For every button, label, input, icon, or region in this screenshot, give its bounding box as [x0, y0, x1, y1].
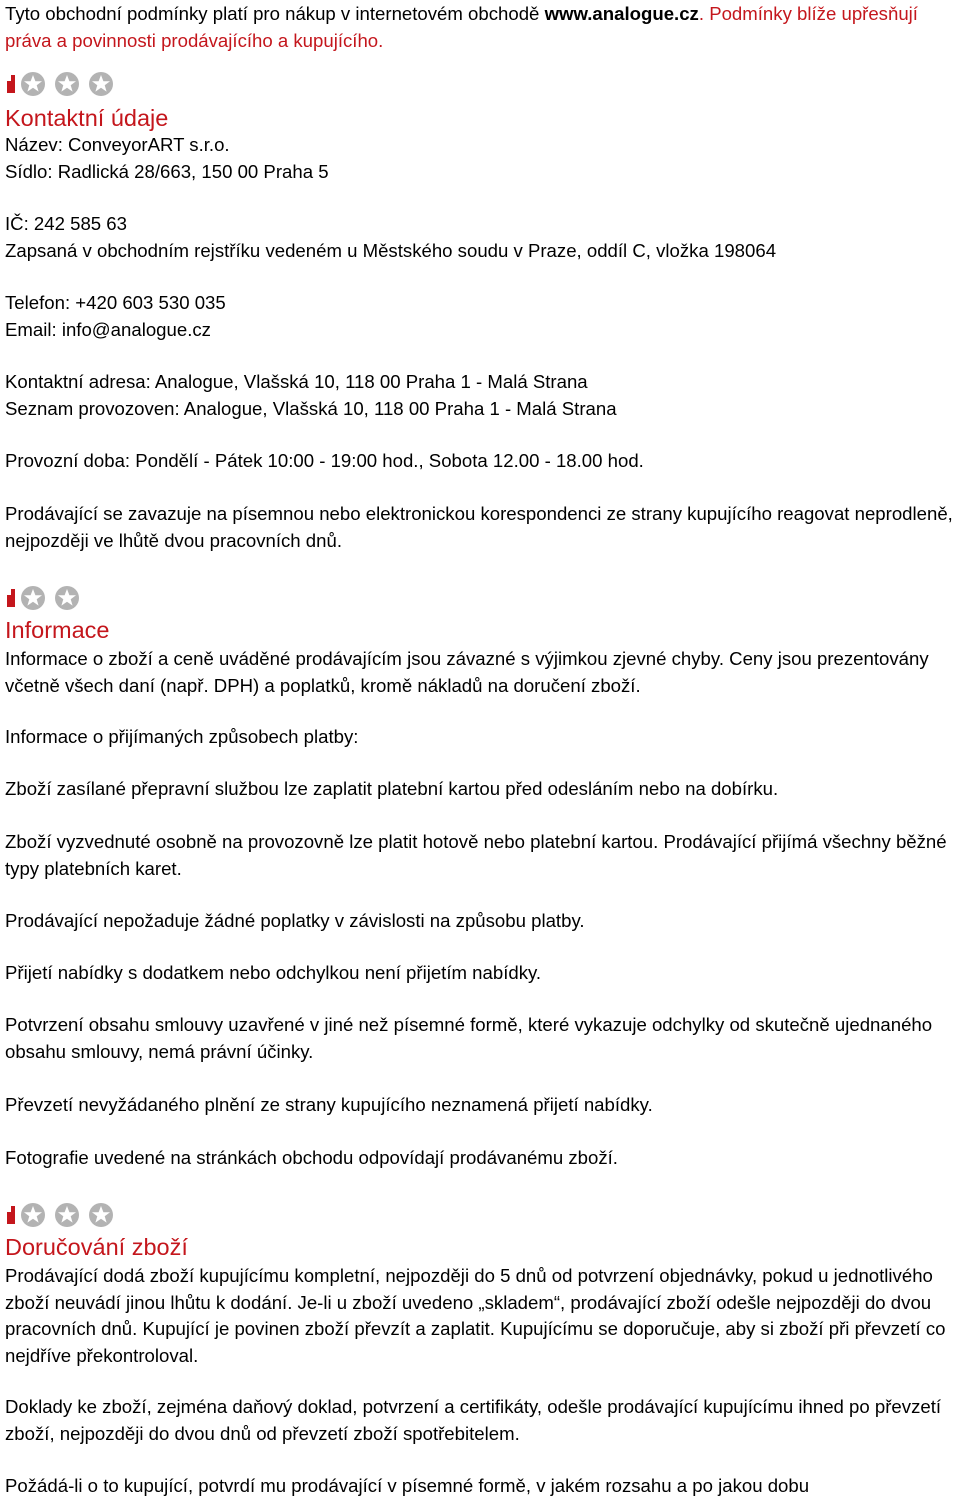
- delivery-paragraph: Prodávající dodá zboží kupujícímu kompletní, nejpozději do 5 dnů od potvrzení objednávky, pokud u jednotlivého zboží neuvádí jinou lhůtu k dodání. Je-li u zboží uvedeno „skladem“, prodávající zboží odešle nejpozději do dvou pracovních dnů. Kupující je povinen zboží převzít a zaplatit. Kupujícímu se doporučuje, aby si zboží při převzetí co nejdříve překontroloval.: [5, 1265, 946, 1366]
- info-paragraph: Převzetí nevyžádaného plnění ze strany kupujícího neznamená přijetí nabídky.: [5, 1094, 653, 1115]
- intro-text-accent: . Podmínky blíže upřesňují práva a povinnosti prodávajícího a kupujícího.: [5, 3, 918, 51]
- opening-hours: Provozní doba: Pondělí - Pátek 10:00 - 19:00 hod., Sobota 12.00 - 18.00 hod.: [5, 450, 644, 471]
- delivery-paragraph: Doklady ke zboží, zejména daňový doklad, potvrzení a certifikáty, odešle prodávající kupujícímu ihned po převzetí zboží, nejpozději do dvou dnů od převzetí zboží spotřebitelem.: [5, 1396, 942, 1444]
- star-rating-icon: [7, 1199, 119, 1229]
- info-paragraph: Přijetí nabídky s dodatkem nebo odchylkou není přijetím nabídky.: [5, 962, 542, 983]
- contact-address: Kontaktní adresa: Analogue, Vlašská 10, 118 00 Praha 1 - Malá Strana: [5, 371, 588, 392]
- company-name: Název: ConveyorART s.r.o.: [5, 134, 230, 155]
- info-paragraph: Informace o přijímaných způsobech platby:: [5, 726, 359, 747]
- info-paragraph: Informace o zboží a ceně uváděné prodávajícím jsou závazné s výjimkou zjevné chyby. Ceny jsou prezentovány včetně všech daní (např. DPH) a poplatků, kromě nákladů na doručení zboží.: [5, 648, 929, 696]
- info-paragraph: Fotografie uvedené na stránkách obchodu odpovídají prodávanému zboží.: [5, 1147, 618, 1168]
- section-heading-delivery: Doručování zboží: [5, 1234, 188, 1260]
- premises-list: Seznam provozoven: Analogue, Vlašská 10, 118 00 Praha 1 - Malá Strana: [5, 398, 617, 419]
- intro-text: Tyto obchodní podmínky platí pro nákup v internetovém obchodě: [5, 3, 545, 24]
- response-paragraph: Prodávající se zavazuje na písemnou nebo elektronickou korespondenci ze strany kupujícího reagovat neprodleně, nejpozději ve lhůtě dvou pracovních dnů.: [5, 503, 953, 551]
- company-seat: Sídlo: Radlická 28/663, 150 00 Praha 5: [5, 161, 329, 182]
- intro-paragraph: [5, 1, 955, 54]
- company-ico: IČ: 242 585 63: [5, 213, 127, 234]
- section-heading-info: Informace: [5, 617, 110, 643]
- company-registry: Zapsaná v obchodním rejstříku vedeném u Městského soudu v Praze, oddíl C, vložka 198064: [5, 240, 777, 261]
- delivery-paragraph: Požádá-li o to kupující, potvrdí mu prodávající v písemné formě, v jakém rozsahu a po jakou dobu: [5, 1475, 810, 1496]
- info-paragraph: Zboží zasílané přepravní službou lze zaplatit platební kartou před odesláním nebo na dobírku.: [5, 778, 779, 799]
- company-email: Email: info@analogue.cz: [5, 319, 211, 340]
- info-paragraph: Zboží vyzvednuté osobně na provozovně lze platit hotově nebo platební kartou. Prodávající přijímá všechny běžné typy platebních karet.: [5, 831, 947, 879]
- company-phone: Telefon: +420 603 530 035: [5, 292, 226, 313]
- star-rating-icon: [7, 582, 89, 612]
- site-link[interactable]: www.analogue.cz: [544, 3, 699, 24]
- info-paragraph: Potvrzení obsahu smlouvy uzavřené v jiné než písemné formě, které vykazuje odchylky od skutečně ujednaného obsahu smlouvy, nemá právní účinky.: [5, 1014, 933, 1062]
- section-heading-contact: Kontaktní údaje: [5, 105, 169, 131]
- star-rating-icon: [7, 68, 119, 98]
- info-paragraph: Prodávající nepožaduje žádné poplatky v závislosti na způsobu platby.: [5, 910, 585, 931]
